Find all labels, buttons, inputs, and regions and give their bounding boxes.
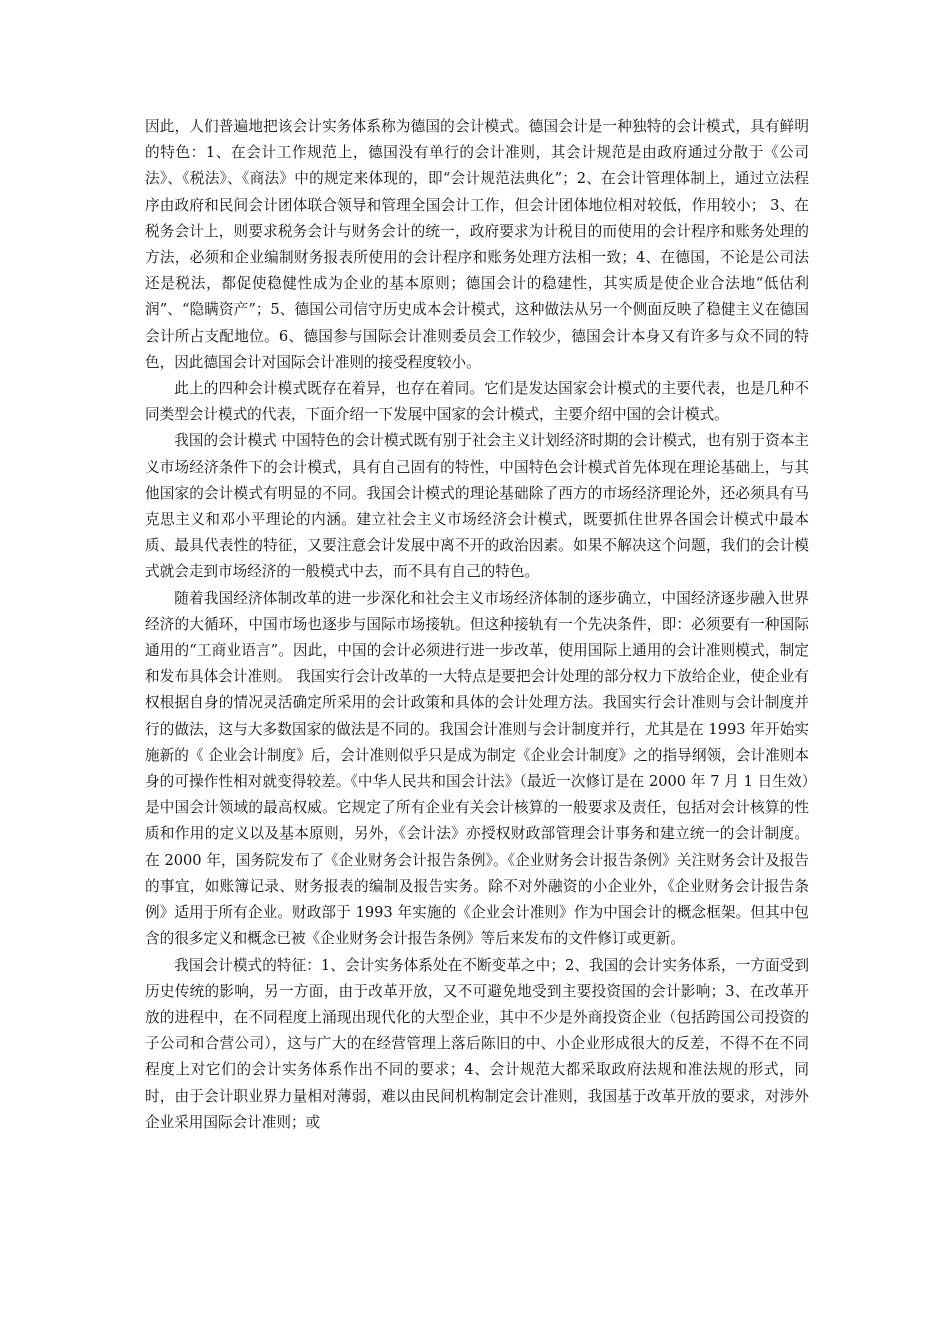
paragraph-china-reform: 随着我国经济体制改革的进一步深化和社会主义市场经济体制的逐步确立，中国经济逐步融入世界经济的大循环，中国市场也逐步与国际市场接轨。但这种接轨有一个先决条件，即：必须要有一种国际通用的“工商业语言”。因此，中国的会计必须进行进一步改革，使用国际上通用的会计准则模式，制定和发布具体会计准则。 我国实行会计改革的一大特点是要把会计处理的部分权力下放给企业，使企业有权根据自身的情况灵活确定所采用的会计政策和具体的会计处理方法。我国实行会计准则与会计制度并行的做法，这与大多数国家的做法是不同的。我国会计准则与会计制度并行，尤其是在 1993 年开始实施新的《 企业会计制度》后，会计准则似乎只是成为制定《企业会计制度》之的指导纲领，会计准则本身的可操作性相对就变得较差。《中华人民共和国会计法》（最近一次修订是在 2000 年 7 月 1 日生效）是中国会计领域的最高权威。它规定了所有企业有关会计核算的一般要求及责任，包括对会计核算的性质和作用的定义以及基本原则，另外，《会计法》亦授权财政部管理会计事务和建立统一的会计制度。在 2000 年，国务院发布了《企业财务会计报告条例》。《企业财务会计报告条例》关注财务会计及报告的事宜，如账簿记录、财务报表的编制及报告实务。除不对外融资的小企业外，《企业财务会计报告条例》适用于所有企业。财政部于 1993 年实施的《企业会计准则》作为中国会计的概念框架。但其中包含的很多定义和概念已被《企业财务会计报告条例》等后来发布的文件修订或更新。 (145, 589, 809, 948)
paragraph-four-models-summary: 此上的四种会计模式既存在着异，也存在着同。它们是发达国家会计模式的主要代表，也是几种不同类型会计模式的代表，下面介绍一下发展中国家的会计模式，主要介绍中国的会计模式。 (145, 380, 809, 424)
paragraph-germany-model: 因此，人们普遍地把该会计实务体系称为德国的会计模式。德国会计是一种独特的会计模式，具有鲜明的特色：1、在会计工作规范上，德国没有单行的会计准则，其会计规范是由政府通过分散于《公司法》、《税法》、《商法》中的规定来体现的，即“会计规范法典化”；2、在会计管理体制上，通过立法程序由政府和民间会计团体联合领导和管理全国会计工作，但会计团体地位相对较低，作用较小； 3、在税务会计上，则要求税务会计与财务会计的统一，政府要求为计税目的而使用的会计程序和账务处理的方法，必须和企业编制财务报表所使用的会计程序和账务处理方法相一致；4、在德国，不论是公司法还是税法，都促使稳健性成为企业的基本原则；德国会计的稳建性，其实质是使企业合法地“低估利润”、“隐瞒资产”；5、德国公司信守历史成本会计模式，这种做法从另一个侧面反映了稳健主义在德国会计所占支配地位。6、德国参与国际会计准则委员会工作较少，德国会计本身又有许多与众不同的特色，因此德国会计对国际会计准则的接受程度较小。 (145, 118, 809, 371)
document-page (145, 114, 809, 1136)
paragraph-china-model: 我国的会计模式 中国特色的会计模式既有别于社会主义计划经济时期的会计模式，也有别于资本主义市场经济条件下的会计模式，具有自己固有的特性，中国特色会计模式首先体现在理论基础上，与其他国家的会计模式有明显的不同。我国会计模式的理论基础除了西方的市场经济理论外，还必须具有马克思主义和邓小平理论的内涵。建立社会主义市场经济会计模式，既要抓住世界各国会计模式中最本质、最具代表性的特征，又要注意会计发展中离不开的政治因素。如果不解决这个问题，我们的会计模式就会走到市场经济的一般模式中去，而不具有自己的特色。 (145, 432, 809, 581)
paragraph-china-features: 我国会计模式的特征：1、会计实务体系处在不断变革之中；2、我国的会计实务体系，一方面受到历史传统的影响，另一方面，由于改革开放，又不可避免地受到主要投资国的会计影响；3、在改革开放的进程中，在不同程度上涌现出现代化的大型企业，其中不少是外商投资企业（包括跨国公司投资的子公司和合营公司），这与广大的在经营管理上落后陈旧的中、小企业形成很大的反差，不得不在不同程度上对它们的会计实务体系作出不同的要求；4、会计规范大都采取政府法规和准法规的形式，同时，由于会计职业界力量相对薄弱，难以由民间机构制定会计准则，我国基于改革开放的要求，对涉外企业采用国际会计准则；或 (145, 956, 809, 1131)
